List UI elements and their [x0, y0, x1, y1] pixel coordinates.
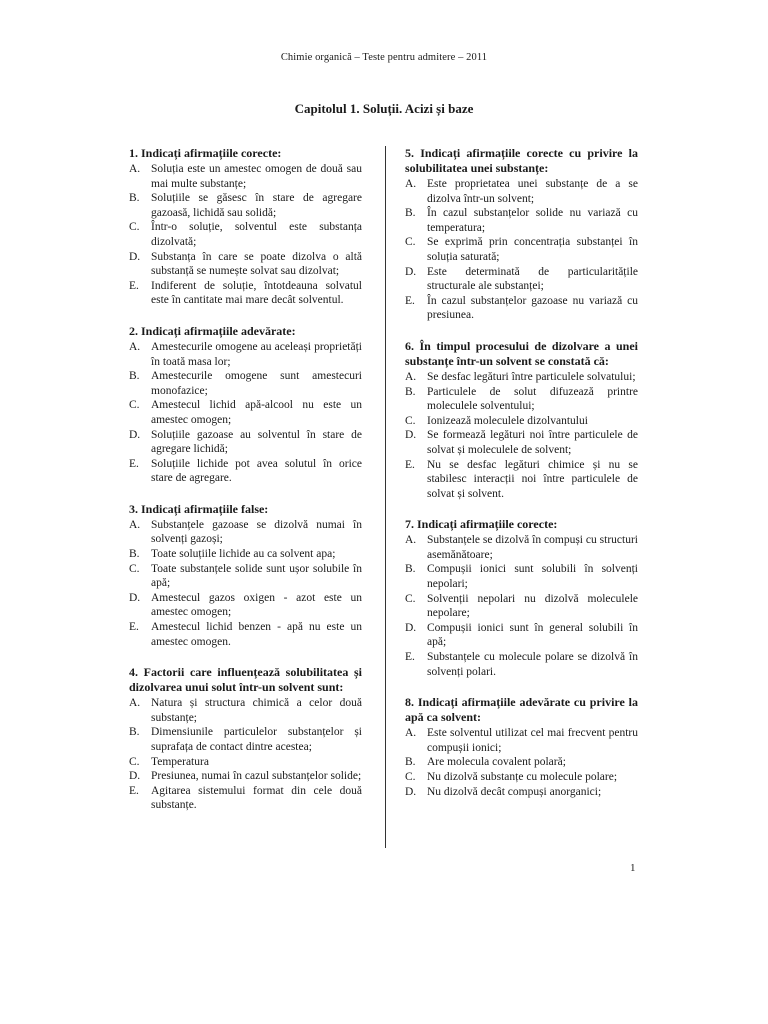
option-letter: A.	[405, 534, 417, 547]
answer-option	[129, 547, 362, 562]
answer-option	[129, 162, 362, 191]
option-text: Amestecurile omogene au aceleași proprietăți în toată masa lor;	[151, 340, 362, 368]
answer-option	[129, 696, 362, 725]
option-text: Este determinată de particularitățile structurale ale substanței;	[427, 265, 638, 293]
column-divider	[385, 146, 386, 848]
question-title: 7. Indicați afirmațiile corecte:	[405, 517, 558, 532]
option-text: Dimensiunile particulelor substanțelor și suprafața de contact dintre acestea;	[151, 726, 362, 753]
question-block	[129, 665, 362, 813]
answer-option	[405, 533, 638, 562]
option-letter: A.	[129, 163, 141, 175]
option-text: Este proprietatea unei substanțe de a se dizolva într-un solvent;	[427, 178, 638, 205]
answer-option	[405, 265, 638, 294]
option-text: Toate substanțele solide sunt ușor solubile în apă;	[151, 562, 362, 590]
answer-option	[405, 592, 638, 621]
answer-option	[129, 620, 362, 649]
option-letter: D.	[405, 785, 417, 798]
option-letter: B.	[129, 726, 140, 739]
option-letter: D.	[129, 428, 141, 441]
answer-option	[405, 370, 638, 385]
answer-option	[129, 428, 362, 457]
option-text: Temperatura	[151, 755, 209, 768]
answer-option	[129, 250, 362, 279]
option-letter: C.	[129, 562, 140, 575]
option-text: Presiunea, numai în cazul substanțelor solide;	[151, 770, 362, 783]
option-letter: E.	[129, 279, 139, 292]
option-letter: C.	[129, 399, 140, 412]
answer-option	[405, 385, 638, 414]
right-column	[405, 146, 638, 815]
option-letter: E.	[405, 294, 415, 307]
answer-option	[129, 369, 362, 398]
option-letter: C.	[129, 755, 140, 768]
page-number: 1	[630, 862, 636, 874]
answer-option	[129, 591, 362, 620]
question-title: 5. Indicați afirmațiile corecte cu privire la solubilitatea unei substanțe:	[405, 146, 638, 175]
option-letter: E.	[405, 651, 415, 664]
option-text: Agitarea sistemului format din cele două substanțe.	[151, 784, 362, 812]
option-letter: C.	[405, 414, 416, 427]
question-title: 3. Indicați afirmațiile false:	[129, 501, 269, 516]
option-letter: B.	[405, 207, 416, 220]
answer-option	[405, 621, 638, 650]
answer-option	[405, 235, 638, 264]
answer-option	[405, 206, 638, 235]
option-letter: A.	[129, 697, 141, 710]
option-text: Nu dizolvă substanțe cu molecule polare;	[427, 771, 618, 783]
answer-option	[405, 428, 638, 457]
answer-option	[129, 755, 362, 770]
option-text: Soluțiile se găsesc în stare de agregare gazoasă, lichidă sau solidă;	[151, 192, 362, 219]
option-text: Nu se desfac legături chimice și nu se stabilesc interacții noi între particulele de solvat și solvent.	[427, 458, 638, 500]
option-text: Nu dizolvă decât compuși anorganici;	[427, 785, 602, 798]
option-letter: C.	[405, 236, 416, 249]
option-text: Ionizează moleculele dizolvantului	[427, 414, 588, 427]
answer-option	[405, 785, 638, 800]
question-block	[129, 324, 362, 486]
option-letter: A.	[405, 178, 417, 190]
answer-option	[129, 457, 362, 486]
option-letter: C.	[405, 592, 416, 605]
answer-option	[129, 769, 362, 784]
option-text: Natura și structura chimică a celor două substanțe;	[151, 697, 362, 724]
answer-option	[129, 562, 362, 591]
answer-option	[405, 755, 638, 770]
chapter-title: Capitolul 1. Soluții. Acizi și baze	[294, 101, 474, 116]
option-text: Toate soluțiile lichide au ca solvent apa;	[151, 548, 336, 561]
option-text: Compușii ionici sunt solubili în solvenți nepolari;	[427, 563, 638, 591]
answer-option	[405, 414, 638, 429]
option-letter: B.	[129, 370, 140, 383]
option-letter: A.	[129, 340, 141, 353]
option-text: Într-o soluție, solventul este substanța dizolvată;	[151, 221, 362, 248]
option-text: Are molecula covalent polară;	[427, 756, 566, 769]
option-letter: D.	[129, 250, 141, 263]
option-text: Soluțiile lichide pot avea solutul în orice stare de agregare.	[151, 457, 362, 485]
answer-option	[405, 562, 638, 591]
question-title: 2. Indicați afirmațiile adevărate:	[129, 323, 296, 338]
option-text: Indiferent de soluție, întotdeauna solvatul este în cantitate mai mare decât solventul.	[151, 279, 362, 307]
option-letter: D.	[405, 621, 417, 634]
option-text: Amestecul lichid benzen - apă nu este un amestec omogen.	[151, 621, 362, 648]
option-letter: A.	[129, 518, 141, 531]
answer-option	[129, 191, 362, 220]
option-text: Amestecul lichid apă-alcool nu este un amestec omogen;	[151, 399, 362, 426]
answer-option	[405, 294, 638, 323]
option-letter: B.	[405, 756, 416, 769]
option-text: Substanțele cu molecule polare se dizolvă în solvenți polari.	[427, 651, 638, 678]
running-header: Chimie organică – Teste pentru admitere – 2011	[280, 52, 488, 63]
option-text: Este solventul utilizat cel mai frecvent pentru compușii ionici;	[427, 727, 638, 754]
option-text: Soluțiile gazoase au solventul în stare de agregare lichidă;	[151, 428, 362, 456]
answer-option	[405, 458, 638, 502]
option-letter: A.	[405, 370, 417, 383]
answer-option	[129, 784, 362, 813]
question-title: 8. Indicați afirmațiile adevărate cu privire la apă ca solvent:	[405, 695, 638, 725]
answer-option	[129, 725, 362, 754]
answer-option	[405, 770, 638, 785]
option-letter: E.	[129, 784, 139, 797]
option-letter: E.	[129, 621, 139, 634]
option-letter: D.	[129, 770, 141, 783]
option-letter: B.	[405, 563, 416, 576]
option-letter: E.	[405, 458, 415, 471]
answer-option	[129, 340, 362, 369]
option-letter: B.	[129, 192, 140, 205]
option-text: Solvenții nepolari nu dizolvă moleculele nepolare;	[427, 592, 638, 620]
option-letter: D.	[405, 429, 417, 442]
option-text: Substanțele gazoase se dizolvă numai în solvenți gazoși;	[151, 518, 362, 546]
question-block	[405, 517, 638, 679]
answer-option	[129, 398, 362, 427]
option-text: Amestecurile omogene sunt amestecuri monofazice;	[151, 370, 362, 397]
question-block	[129, 146, 362, 308]
option-letter: C.	[405, 771, 416, 783]
question-block	[405, 339, 638, 501]
option-text: Substanța în care se poate dizolva o altă substanță se numește solvat sau dizolvat;	[151, 250, 362, 278]
option-letter: A.	[405, 727, 417, 740]
option-letter: D.	[129, 591, 141, 604]
option-text: Amestecul gazos oxigen - azot este un amestec omogen;	[151, 591, 362, 619]
question-title: 1. Indicați afirmațiile corecte:	[129, 146, 282, 160]
option-text: Particulele de solut difuzează printre moleculele solventului;	[427, 385, 638, 413]
option-letter: B.	[405, 385, 416, 398]
option-text: Se formează legături noi între particulele de solvat și moleculele de solvent;	[427, 429, 638, 456]
option-letter: C.	[129, 221, 140, 234]
answer-option	[405, 726, 638, 755]
answer-option	[405, 650, 638, 679]
option-text: Compușii ionici sunt în general solubili în apă;	[427, 621, 638, 649]
option-text: În cazul substanțelor gazoase nu variază cu presiunea.	[427, 294, 638, 322]
option-letter: B.	[129, 548, 140, 561]
option-letter: D.	[405, 265, 417, 278]
question-title: 6. În timpul procesului de dizolvare a unei substanțe într-un solvent se constată că:	[405, 338, 638, 368]
option-text: Soluția este un amestec omogen de două sau mai multe substanțe;	[151, 163, 362, 190]
answer-option	[129, 220, 362, 249]
question-block	[405, 146, 638, 323]
option-letter: E.	[129, 457, 139, 470]
answer-option	[129, 518, 362, 547]
question-block	[129, 502, 362, 649]
question-block	[405, 695, 638, 799]
left-column	[129, 146, 362, 829]
answer-option	[405, 177, 638, 206]
option-text: Se desfac legături între particulele solvatului;	[427, 370, 636, 383]
option-text: Substanțele se dizolvă în compuși cu structuri asemănătoare;	[427, 534, 638, 561]
answer-option	[129, 279, 362, 308]
option-text: Se exprimă prin concentrația substanței în soluția saturată;	[427, 236, 638, 263]
question-title: 4. Factorii care influențează solubilitatea și dizolvarea unui solut într-un solvent sunt:	[129, 665, 362, 695]
option-text: În cazul substanțelor solide nu variază cu temperatura;	[427, 207, 638, 234]
